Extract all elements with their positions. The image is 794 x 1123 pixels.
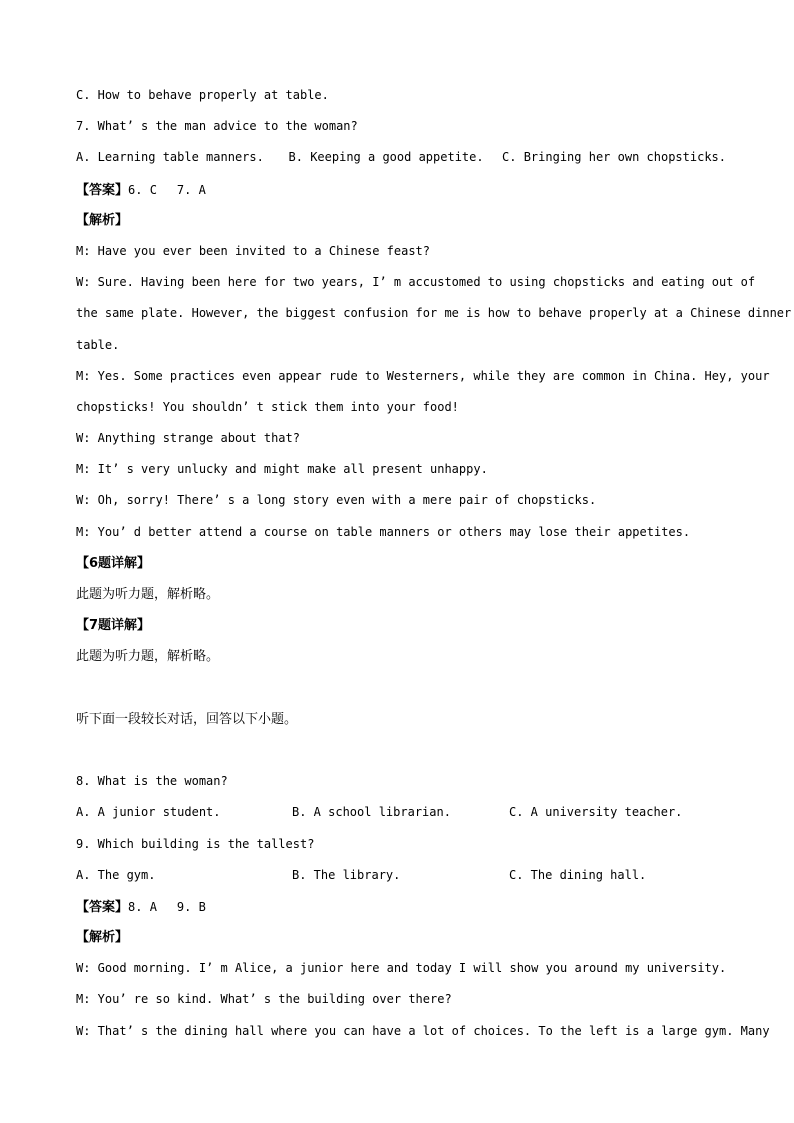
answer-line-2 [76,891,726,922]
q8-option-a: A. A junior student. [76,805,221,820]
dialogue-line: W: That’ s the dining hall where you can have a lot of choices. To the left is a large gym. Many [76,1023,770,1038]
detail-6-text: 此题为听力题，解析略。 [76,587,220,602]
dialogue-line: W: Sure. Having been here for two years, I’ m accustomed to using chopsticks and eating out of [76,275,756,290]
q8-option-b: B. A school librarian. [292,805,451,820]
q8-option-c: C. A university teacher. [509,805,683,820]
q7-question: 7. What’ s the man advice to the woman? [76,119,358,134]
dialogue-line: M: It’ s very unlucky and might make all present unhappy. [76,462,488,477]
detail-7-text: 此题为听力题，解析略。 [76,649,220,665]
q8-question: 8. What is the woman? [76,774,228,789]
q8-options [76,797,726,828]
dialogue-line: W: Good morning. I’ m Alice, a junior here and today I will show you around my university. [76,961,727,976]
q9-options [76,860,726,891]
dialogue-line: table. [76,337,120,352]
answer-line-1 [76,174,726,205]
q9-option-b: B. The library. [292,867,401,882]
section-instruction: 听下面一段较长对话，回答以下小题。 [76,711,298,727]
q7-option-a: A. Learning table manners. [76,150,264,165]
dialogue-line: M: Yes. Some practices even appear rude to Westerners, while they are common in China. Hey, your [76,368,770,383]
q6-option-c: C. How to behave properly at table. [76,88,329,102]
dialogue-line: chopsticks! You shouldn’ t stick them into your food! [76,399,459,414]
q9-question: 9. Which building is the tallest? [76,836,315,851]
q7-options [76,142,726,173]
document-page [76,80,792,1047]
answer-6: 6. C [128,182,157,197]
dialogue-line: W: Anything strange about that? [76,431,300,446]
dialogue-line: the same plate. However, the biggest confusion for me is how to behave properly at a Chinese dinner [76,306,792,321]
answer-7: 7. A [176,182,206,197]
q7-option-c: C. Bringing her own chopsticks. [502,150,726,165]
q7-option-b: B. Keeping a good appetite. [288,150,484,165]
q9-option-a: A. The gym. [76,867,156,882]
dialogue-line: M: Have you ever been invited to a Chinese feast? [76,243,431,258]
analysis-label: 【解析】 [76,930,129,946]
answer-8: 8. A [128,899,157,914]
detail-6-label: 【6题详解】 [76,555,151,571]
q9-option-c: C. The dining hall. [509,867,647,882]
detail-7-label: 【7题详解】 [76,618,151,634]
dialogue-line: W: Oh, sorry! There’ s a long story even with a mere pair of chopsticks. [76,493,597,508]
analysis-label: 【解析】 [76,212,129,228]
answer-tag: 【答案】 [76,182,129,198]
dialogue-line: M: You’ d better attend a course on table manners or others may lose their appetites. [76,524,691,539]
dialogue-line: M: You’ re so kind. What’ s the building over there? [76,992,452,1007]
answer-tag: 【答案】 [76,899,129,915]
answer-9: 9. B [176,899,206,914]
